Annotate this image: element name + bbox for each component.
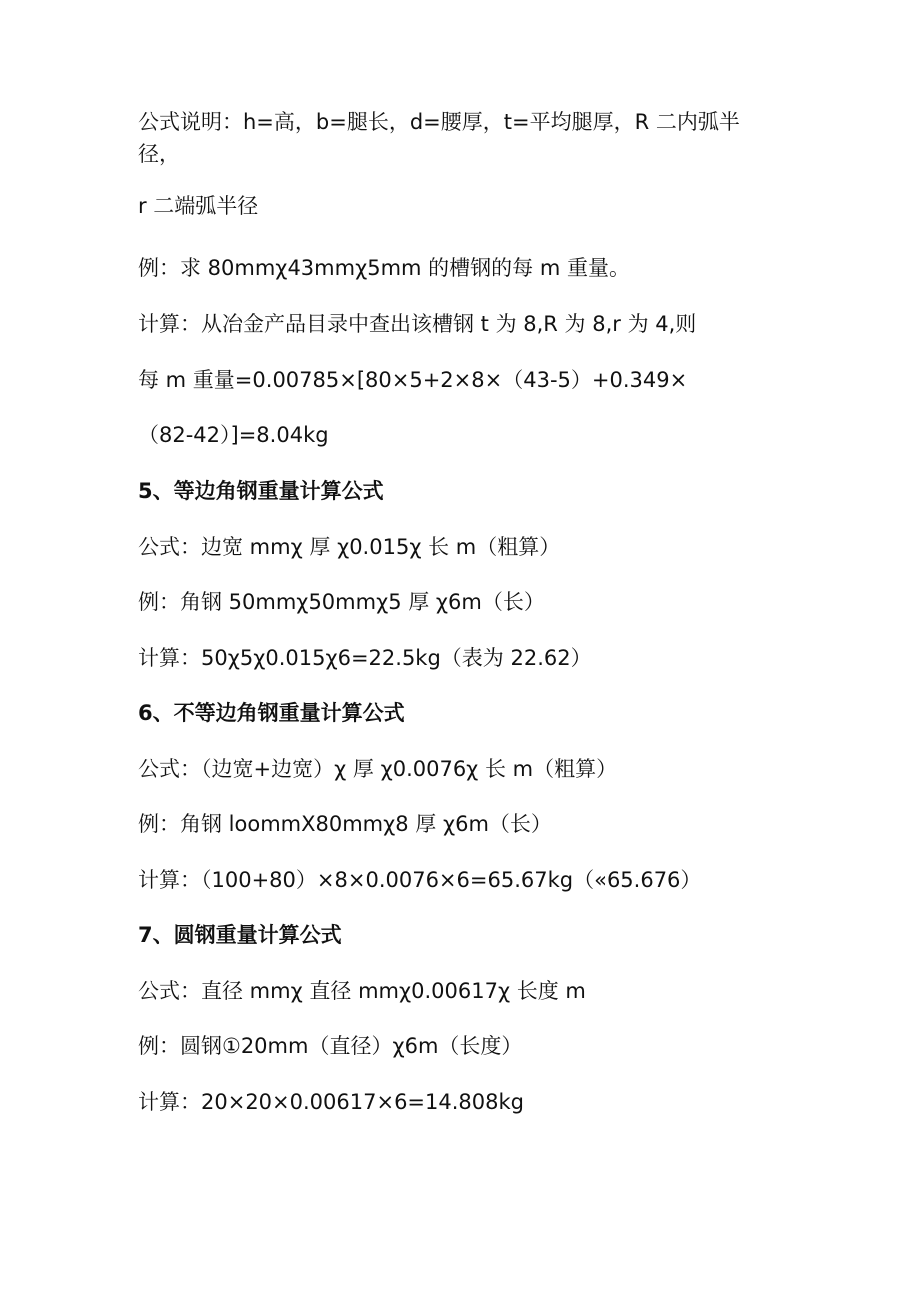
section-heading-unequal-angle: 6、不等边角钢重量计算公式 <box>138 701 405 725</box>
round-steel-calculation: 计算：20×20×0.00617×6=14.808kg <box>138 1090 524 1114</box>
section-heading-equal-angle: 5、等边角钢重量计算公式 <box>138 479 384 503</box>
equal-angle-formula: 公式：边宽 mmχ 厚 χ0.015χ 长 m（粗算） <box>138 535 561 559</box>
channel-steel-calc-intro: 计算：从冶金产品目录中查出该槽钢 t 为 8,R 为 8,r 为 4,则 <box>138 312 697 336</box>
unequal-angle-formula: 公式：（边宽+边宽）χ 厚 χ0.0076χ 长 m（粗算） <box>138 757 618 781</box>
channel-steel-example: 例：求 80mmχ43mmχ5mm 的槽钢的每 m 重量。 <box>138 256 630 280</box>
round-steel-example: 例：圆钢①20mm（直径）χ6m（长度） <box>138 1034 523 1058</box>
formula-note-continued: r 二端弧半径 <box>138 194 259 218</box>
formula-note-paragraph: 公式说明：h=高，b=腿长，d=腰厚，t=平均腿厚，R 二内弧半径， <box>138 110 740 166</box>
unequal-angle-calculation: 计算：（100+80）×8×0.0076×6=65.67kg（«65.676） <box>138 868 702 892</box>
round-steel-formula: 公式：直径 mmχ 直径 mmχ0.00617χ 长度 m <box>138 979 586 1003</box>
equal-angle-example: 例：角钢 50mmχ50mmχ5 厚 χ6m（长） <box>138 590 545 614</box>
section-heading-round-steel: 7、圆钢重量计算公式 <box>138 923 342 947</box>
unequal-angle-example: 例：角钢 loommX80mmχ8 厚 χ6m（长） <box>138 812 552 836</box>
channel-steel-calc-line-2: （82-42）]=8.04kg <box>138 423 329 447</box>
channel-steel-calc-line-1: 每 m 重量=0.00785×[80×5+2×8×（43-5）+0.349× <box>138 368 688 392</box>
equal-angle-calculation: 计算：50χ5χ0.015χ6=22.5kg（表为 22.62） <box>138 646 592 670</box>
